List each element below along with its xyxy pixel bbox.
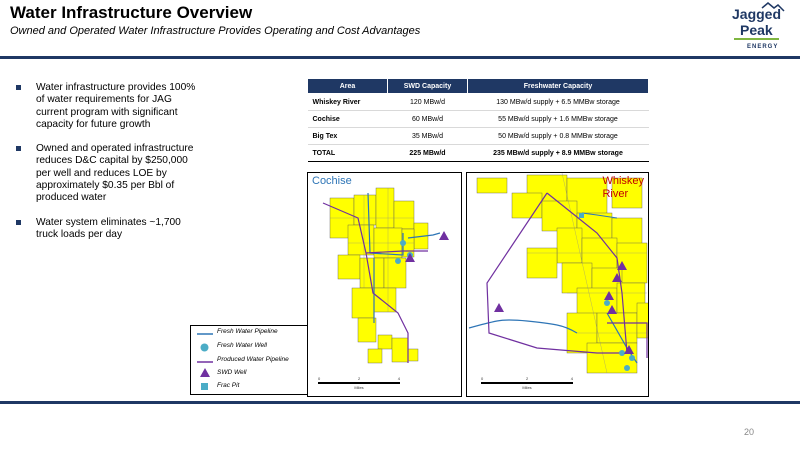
- swd-well-triangle: [494, 303, 504, 312]
- bullet-list: [36, 82, 196, 253]
- logo-word-3: ENERGY: [747, 44, 779, 50]
- whiskey-river-scale-bar: 0 2 4 Miles: [481, 376, 573, 390]
- swd-well-icon: [200, 368, 210, 377]
- column-header-swd: SWD Capacity: [388, 79, 468, 94]
- legend-item-label: Frac Pit: [217, 382, 240, 389]
- fresh-water-well-icon: [200, 343, 209, 352]
- bullet-item: Water system eliminates ~1,700 truck loads per day: [36, 217, 196, 242]
- table-header-row: [308, 79, 649, 94]
- whiskey-river-map: [466, 172, 649, 397]
- header-divider: [0, 56, 800, 59]
- cell-area: Big Tex: [308, 128, 388, 145]
- fresh-water-pipeline: [469, 320, 577, 333]
- bullet-item: Owned and operated infrastructure reduces D&C capital by $250,000 per well and reduces LOE by approximately $0.35 per Bbl of produced water: [36, 143, 196, 204]
- table-row: [308, 111, 649, 128]
- page-subtitle: Owned and Operated Water Infrastructure Provides Operating and Cost Advantages: [10, 25, 421, 37]
- footer-divider: [0, 401, 800, 404]
- cochise-map-label: Cochise: [312, 175, 352, 187]
- cochise-map-graphic: [308, 173, 462, 397]
- cell-swd: 120 MBw/d: [388, 94, 468, 111]
- swd-well-triangle: [439, 231, 449, 240]
- cell-fresh: 235 MBw/d supply + 8.9 MMBw storage: [468, 145, 649, 162]
- produced-water-pipeline-icon: [197, 360, 213, 364]
- cell-area: Cochise: [308, 111, 388, 128]
- legend-item-label: Fresh Water Pipeline: [217, 328, 278, 335]
- whiskey-river-map-graphic: [467, 173, 649, 397]
- cochise-scale-bar: 0 2 4 Miles: [318, 376, 400, 390]
- bullet-square-icon: [16, 146, 21, 151]
- frac-pit-icon: [201, 383, 208, 390]
- whiskey-river-map-label: Whiskey River: [602, 175, 644, 200]
- table-row: [308, 94, 649, 111]
- bullet-square-icon: [16, 85, 21, 90]
- cell-fresh: 130 MBw/d supply + 6.5 MMBw storage: [468, 94, 649, 111]
- bullet-square-icon: [16, 220, 21, 225]
- table-row: [308, 128, 649, 145]
- legend-item-label: Produced Water Pipeline: [217, 356, 289, 363]
- cell-fresh: 50 MBw/d supply + 0.8 MMBw storage: [468, 128, 649, 145]
- column-header-area: Area: [308, 79, 388, 94]
- table-total-row: [308, 145, 649, 162]
- cell-swd: 225 MBw/d: [388, 145, 468, 162]
- logo-word-1: Jagged: [732, 6, 782, 22]
- capacity-table: [307, 78, 649, 162]
- cell-fresh: 55 MBw/d supply + 1.6 MMBw storage: [468, 111, 649, 128]
- legend-item-label: SWD Well: [217, 369, 247, 376]
- company-logo: [712, 2, 794, 54]
- cell-area: Whiskey River: [308, 94, 388, 111]
- page-number: 20: [743, 427, 754, 437]
- logo-word-2: Peak: [740, 22, 773, 38]
- cell-area: TOTAL: [308, 145, 388, 162]
- page-title: Water Infrastructure Overview: [10, 3, 253, 22]
- map-legend: [190, 325, 308, 395]
- cell-swd: 60 MBw/d: [388, 111, 468, 128]
- bullet-item: Water infrastructure provides 100% of water requirements for JAG current program with significant capacity for future growth: [36, 82, 196, 131]
- fresh-water-pipeline-icon: [197, 332, 213, 336]
- cochise-map: [307, 172, 462, 397]
- column-header-freshwater: Freshwater Capacity: [468, 79, 649, 94]
- legend-item-label: Fresh Water Well: [217, 342, 267, 349]
- logo-underline: [734, 38, 779, 40]
- cell-swd: 35 MBw/d: [388, 128, 468, 145]
- frac-pit-square: [579, 213, 584, 218]
